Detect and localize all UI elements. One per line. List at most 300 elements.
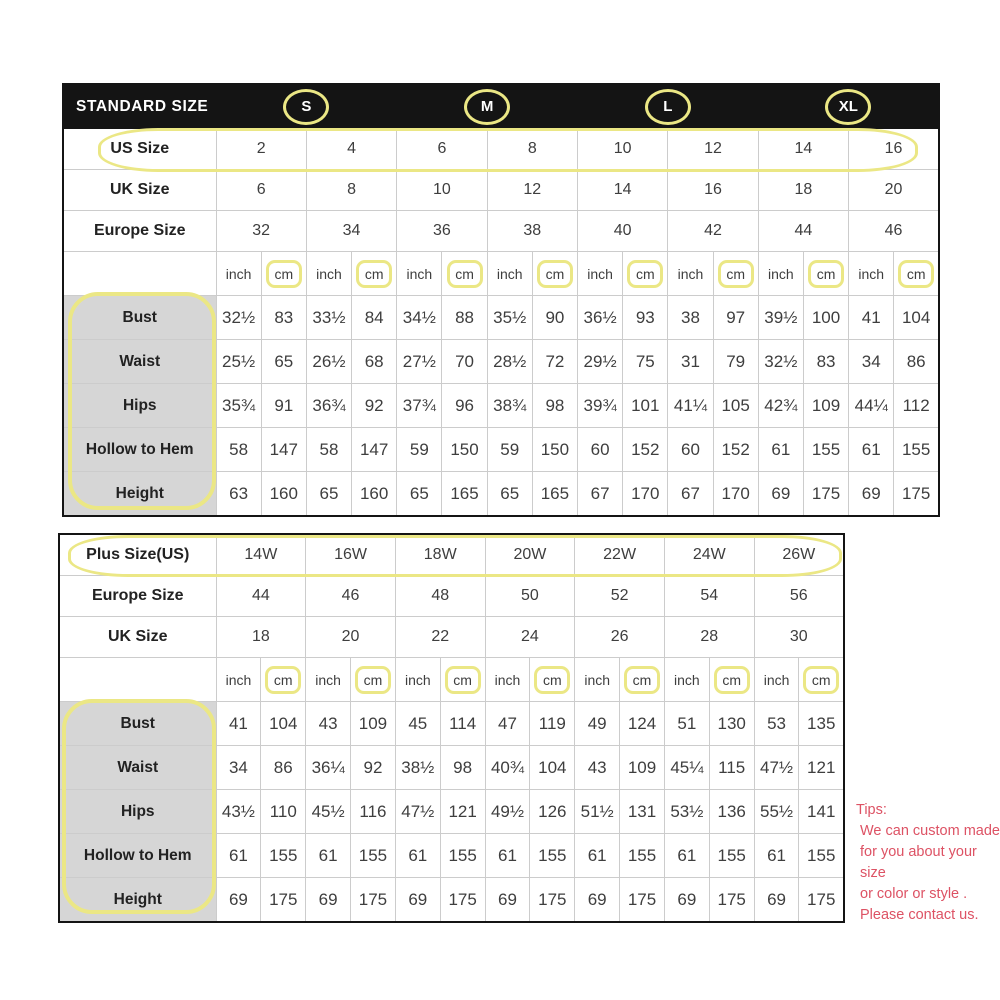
measure-value: 25½ [216,340,261,384]
measure-value: 44¼ [849,384,894,428]
measure-value: 32½ [758,340,803,384]
measure-value: 38¾ [487,384,532,428]
unit-cell [799,658,844,702]
measure-value: 135 [799,702,844,746]
measure-value: 69 [306,878,351,923]
measure-value: 92 [351,746,396,790]
cm-unit-label: cm [537,260,573,288]
unit-cell [440,658,485,702]
size-value: 52 [575,576,665,617]
measure-value: 63 [216,472,261,517]
measure-value: 84 [352,296,397,340]
unit-header-row [59,658,844,702]
unit-cell [709,658,754,702]
row-label-europe-size: Europe Size [59,576,216,617]
size-value: 24 [485,617,575,658]
measure-value: 61 [758,428,803,472]
measure-value: 65 [487,472,532,517]
tips-note [856,800,1000,926]
size-value: 42 [668,211,758,252]
measure-value: 39½ [758,296,803,340]
measure-value: 97 [713,296,758,340]
measure-value: 70 [442,340,487,384]
size-value: 22 [395,617,485,658]
measure-value: 34 [216,746,261,790]
measure-value: 61 [306,834,351,878]
measure-value: 28½ [487,340,532,384]
size-value: 10 [397,170,487,211]
measure-value: 155 [530,834,575,878]
measure-value: 131 [620,790,665,834]
measure-value: 155 [620,834,665,878]
measure-value: 61 [575,834,620,878]
inch-unit-label: inch [496,265,523,282]
measure-value: 36¼ [306,746,351,790]
measure-value: 65 [261,340,306,384]
unit-cell [395,658,440,702]
measure-value: 55½ [754,790,799,834]
unit-cell [578,252,623,296]
measure-value: 98 [440,746,485,790]
unit-row-empty-cell [63,252,216,296]
measure-value: 119 [530,702,575,746]
measure-value: 68 [352,340,397,384]
measure-value: 121 [440,790,485,834]
measure-value: 65 [306,472,351,517]
measure-value: 124 [620,702,665,746]
hollow-to-hem-row [63,428,939,472]
size-circle-xl: XL [825,89,871,125]
cm-unit-label: cm [355,666,391,694]
waist-row [59,746,844,790]
inch-unit-label: inch [225,671,252,688]
measure-value: 115 [709,746,754,790]
size-value: 44 [758,211,848,252]
measure-value: 175 [351,878,396,923]
plus-size-us-row [59,534,844,576]
cm-unit-label: cm [356,260,392,288]
unit-cell [575,658,620,702]
cm-unit-label: cm [534,666,570,694]
unit-cell [664,658,709,702]
europe-size-row [63,211,939,252]
measure-value: 29½ [578,340,623,384]
cm-unit-label: cm [803,666,839,694]
size-value: 46 [849,211,939,252]
measure-value: 96 [442,384,487,428]
measure-value: 59 [487,428,532,472]
measure-value: 67 [668,472,713,517]
measure-value: 175 [530,878,575,923]
measure-value: 36½ [578,296,623,340]
measure-value: 31 [668,340,713,384]
waist-row [63,340,939,384]
measure-value: 32½ [216,296,261,340]
tips-line: or color or style . [860,886,968,902]
measure-value: 49½ [485,790,530,834]
measure-value: 155 [351,834,396,878]
unit-cell [352,252,397,296]
row-label-uk-size: UK Size [59,617,216,658]
measure-value: 150 [532,428,577,472]
measure-value: 49 [575,702,620,746]
measure-value: 79 [713,340,758,384]
unit-cell [487,252,532,296]
standard-size-title: STANDARD SIZE [63,84,216,129]
size-value: 16 [668,170,758,211]
unit-cell [532,252,577,296]
unit-cell [442,252,487,296]
inch-unit-label: inch [763,671,790,688]
inch-unit-label: inch [316,265,342,282]
standard-size-header-row [63,84,939,129]
measure-value: 61 [849,428,894,472]
measure-value: 155 [261,834,306,878]
measure-value: 160 [352,472,397,517]
size-value: 32 [216,211,306,252]
size-value: 34 [306,211,396,252]
uk-size-row [59,617,844,658]
cm-unit-label: cm [808,260,844,288]
us-size-row [63,129,939,170]
tips-line: Please contact us. [860,907,979,923]
measure-value: 37¾ [397,384,442,428]
inch-unit-label: inch [768,265,794,282]
measure-value: 170 [713,472,758,517]
inch-unit-label: inch [587,265,613,282]
inch-unit-label: inch [225,265,252,282]
height-row [63,472,939,517]
size-value: 12 [668,129,758,170]
measure-value: 72 [532,340,577,384]
measure-value: 175 [803,472,848,517]
measure-value: 175 [799,878,844,923]
measure-value: 69 [849,472,894,517]
measure-label-bust: Bust [59,702,216,746]
measure-value: 35½ [487,296,532,340]
unit-cell [351,658,396,702]
measure-value: 93 [623,296,668,340]
size-value: 30 [754,617,844,658]
measure-label-height: Height [63,472,216,517]
row-label-plus-size-us: Plus Size(US) [59,534,216,576]
size-value: 6 [216,170,306,211]
size-value: 20W [485,534,575,576]
measure-value: 26½ [306,340,351,384]
unit-row-empty-cell [59,658,216,702]
tips-line: We can custom made [860,823,1000,839]
unit-cell [530,658,575,702]
measure-value: 98 [532,384,577,428]
measure-value: 45 [395,702,440,746]
size-value: 26 [575,617,665,658]
plus-size-table [58,533,845,923]
unit-header-row [63,252,939,296]
size-value: 14 [578,170,668,211]
size-value: 28 [664,617,754,658]
measure-value: 33½ [306,296,351,340]
size-value: 56 [754,576,844,617]
measure-value: 147 [352,428,397,472]
unit-cell [216,658,261,702]
measure-value: 43 [575,746,620,790]
measure-value: 51½ [575,790,620,834]
measure-value: 170 [623,472,668,517]
measure-label-waist: Waist [59,746,216,790]
measure-value: 65 [397,472,442,517]
measure-label-height: Height [59,878,216,923]
tips-title: Tips: [856,802,887,818]
inch-unit-label: inch [674,671,700,688]
measure-value: 61 [395,834,440,878]
measure-value: 150 [442,428,487,472]
measure-value: 114 [440,702,485,746]
hips-row [59,790,844,834]
measure-value: 155 [440,834,485,878]
unit-cell [668,252,713,296]
measure-label-hollow-to-hem: Hollow to Hem [59,834,216,878]
measure-value: 101 [623,384,668,428]
size-value: 14 [758,129,848,170]
measure-value: 34½ [397,296,442,340]
unit-cell [713,252,758,296]
size-value: 46 [306,576,396,617]
measure-value: 155 [709,834,754,878]
cm-unit-label: cm [265,666,301,694]
size-value: 12 [487,170,577,211]
size-value: 36 [397,211,487,252]
unit-cell [894,252,939,296]
unit-cell [306,658,351,702]
measure-value: 130 [709,702,754,746]
measure-value: 59 [397,428,442,472]
measure-value: 58 [216,428,261,472]
measure-value: 39¾ [578,384,623,428]
measure-value: 91 [261,384,306,428]
measure-value: 175 [620,878,665,923]
measure-value: 51 [664,702,709,746]
unit-cell [758,252,803,296]
measure-value: 36¾ [306,384,351,428]
measure-value: 41 [216,702,261,746]
inch-unit-label: inch [406,265,433,282]
size-value: 2 [216,129,306,170]
inch-unit-label: inch [494,671,521,688]
size-value: 18 [216,617,306,658]
measure-value: 41 [849,296,894,340]
size-value: 38 [487,211,577,252]
size-value: 20 [306,617,396,658]
row-label-europe-size: Europe Size [63,211,216,252]
measure-value: 141 [799,790,844,834]
measure-value: 45¼ [664,746,709,790]
measure-value: 47½ [754,746,799,790]
cm-unit-label: cm [445,666,481,694]
size-value: 24W [664,534,754,576]
bust-row [59,702,844,746]
size-value: 26W [754,534,844,576]
measure-value: 61 [216,834,261,878]
measure-value: 152 [623,428,668,472]
size-value: 20 [849,170,939,211]
size-circle-l: L [645,89,691,125]
cm-unit-label: cm [627,260,663,288]
size-value: 16W [306,534,396,576]
measure-value: 175 [709,878,754,923]
measure-value: 155 [799,834,844,878]
size-group-l [578,84,759,129]
measure-value: 92 [352,384,397,428]
measure-value: 83 [803,340,848,384]
measure-value: 104 [894,296,939,340]
measure-value: 86 [894,340,939,384]
measure-value: 60 [578,428,623,472]
size-value: 54 [664,576,754,617]
measure-value: 43 [306,702,351,746]
measure-label-hips: Hips [59,790,216,834]
standard-size-table-section [62,83,940,517]
measure-value: 69 [216,878,261,923]
size-value: 50 [485,576,575,617]
row-label-us-size: US Size [63,129,216,170]
measure-value: 34 [849,340,894,384]
height-row [59,878,844,923]
measure-value: 83 [261,296,306,340]
measure-value: 47½ [395,790,440,834]
size-value: 18 [758,170,848,211]
measure-value: 104 [530,746,575,790]
unit-cell [216,252,261,296]
measure-label-hips: Hips [63,384,216,428]
unit-cell [261,252,306,296]
size-value: 40 [578,211,668,252]
measure-value: 43½ [216,790,261,834]
inch-unit-label: inch [404,671,431,688]
measure-label-hollow-to-hem: Hollow to Hem [63,428,216,472]
measure-value: 147 [261,428,306,472]
inch-unit-label: inch [858,265,885,282]
measure-value: 126 [530,790,575,834]
cm-unit-label: cm [718,260,754,288]
measure-value: 38 [668,296,713,340]
measure-value: 42¾ [758,384,803,428]
size-value: 48 [395,576,485,617]
inch-unit-label: inch [677,265,704,282]
size-value: 4 [306,129,396,170]
measure-value: 69 [485,878,530,923]
plus-size-table-section [58,533,845,923]
measure-label-waist: Waist [63,340,216,384]
size-circle-s: S [283,89,329,125]
inch-unit-label: inch [584,671,611,688]
size-group-s [216,84,397,129]
measure-value: 61 [485,834,530,878]
measure-value: 53 [754,702,799,746]
size-value: 8 [487,129,577,170]
measure-value: 152 [713,428,758,472]
size-group-xl [758,84,939,129]
measure-value: 53½ [664,790,709,834]
uk-size-row [63,170,939,211]
unit-cell [306,252,351,296]
measure-value: 41¼ [668,384,713,428]
unit-cell [849,252,894,296]
cm-unit-label: cm [714,666,750,694]
measure-value: 61 [754,834,799,878]
measure-value: 110 [261,790,306,834]
size-circle-m: M [464,89,510,125]
measure-label-bust: Bust [63,296,216,340]
measure-value: 105 [713,384,758,428]
measure-value: 109 [620,746,665,790]
measure-value: 90 [532,296,577,340]
measure-value: 155 [894,428,939,472]
measure-value: 116 [351,790,396,834]
cm-unit-label: cm [447,260,483,288]
size-value: 44 [216,576,306,617]
cm-unit-label: cm [898,260,934,288]
measure-value: 109 [351,702,396,746]
measure-value: 67 [578,472,623,517]
measure-value: 75 [623,340,668,384]
measure-value: 45½ [306,790,351,834]
measure-value: 175 [894,472,939,517]
measure-value: 155 [803,428,848,472]
measure-value: 100 [803,296,848,340]
unit-cell [623,252,668,296]
europe-size-row [59,576,844,617]
measure-value: 38½ [395,746,440,790]
measure-value: 175 [261,878,306,923]
measure-value: 175 [440,878,485,923]
size-value: 6 [397,129,487,170]
measure-value: 40¾ [485,746,530,790]
measure-value: 27½ [397,340,442,384]
cm-unit-label: cm [266,260,302,288]
bust-row [63,296,939,340]
measure-value: 58 [306,428,351,472]
cm-unit-label: cm [624,666,660,694]
measure-value: 69 [758,472,803,517]
measure-value: 69 [754,878,799,923]
measure-value: 160 [261,472,306,517]
measure-value: 86 [261,746,306,790]
measure-value: 88 [442,296,487,340]
size-value: 14W [216,534,306,576]
unit-cell [261,658,306,702]
unit-cell [803,252,848,296]
measure-value: 121 [799,746,844,790]
size-value: 16 [849,129,939,170]
unit-cell [485,658,530,702]
measure-value: 35¾ [216,384,261,428]
size-value: 18W [395,534,485,576]
inch-unit-label: inch [315,671,341,688]
size-value: 8 [306,170,396,211]
row-label-uk-size: UK Size [63,170,216,211]
measure-value: 61 [664,834,709,878]
measure-value: 104 [261,702,306,746]
measure-value: 47 [485,702,530,746]
hollow-to-hem-row [59,834,844,878]
size-value: 22W [575,534,665,576]
measure-value: 69 [664,878,709,923]
size-value: 10 [578,129,668,170]
measure-value: 136 [709,790,754,834]
measure-value: 112 [894,384,939,428]
measure-value: 109 [803,384,848,428]
measure-value: 165 [442,472,487,517]
